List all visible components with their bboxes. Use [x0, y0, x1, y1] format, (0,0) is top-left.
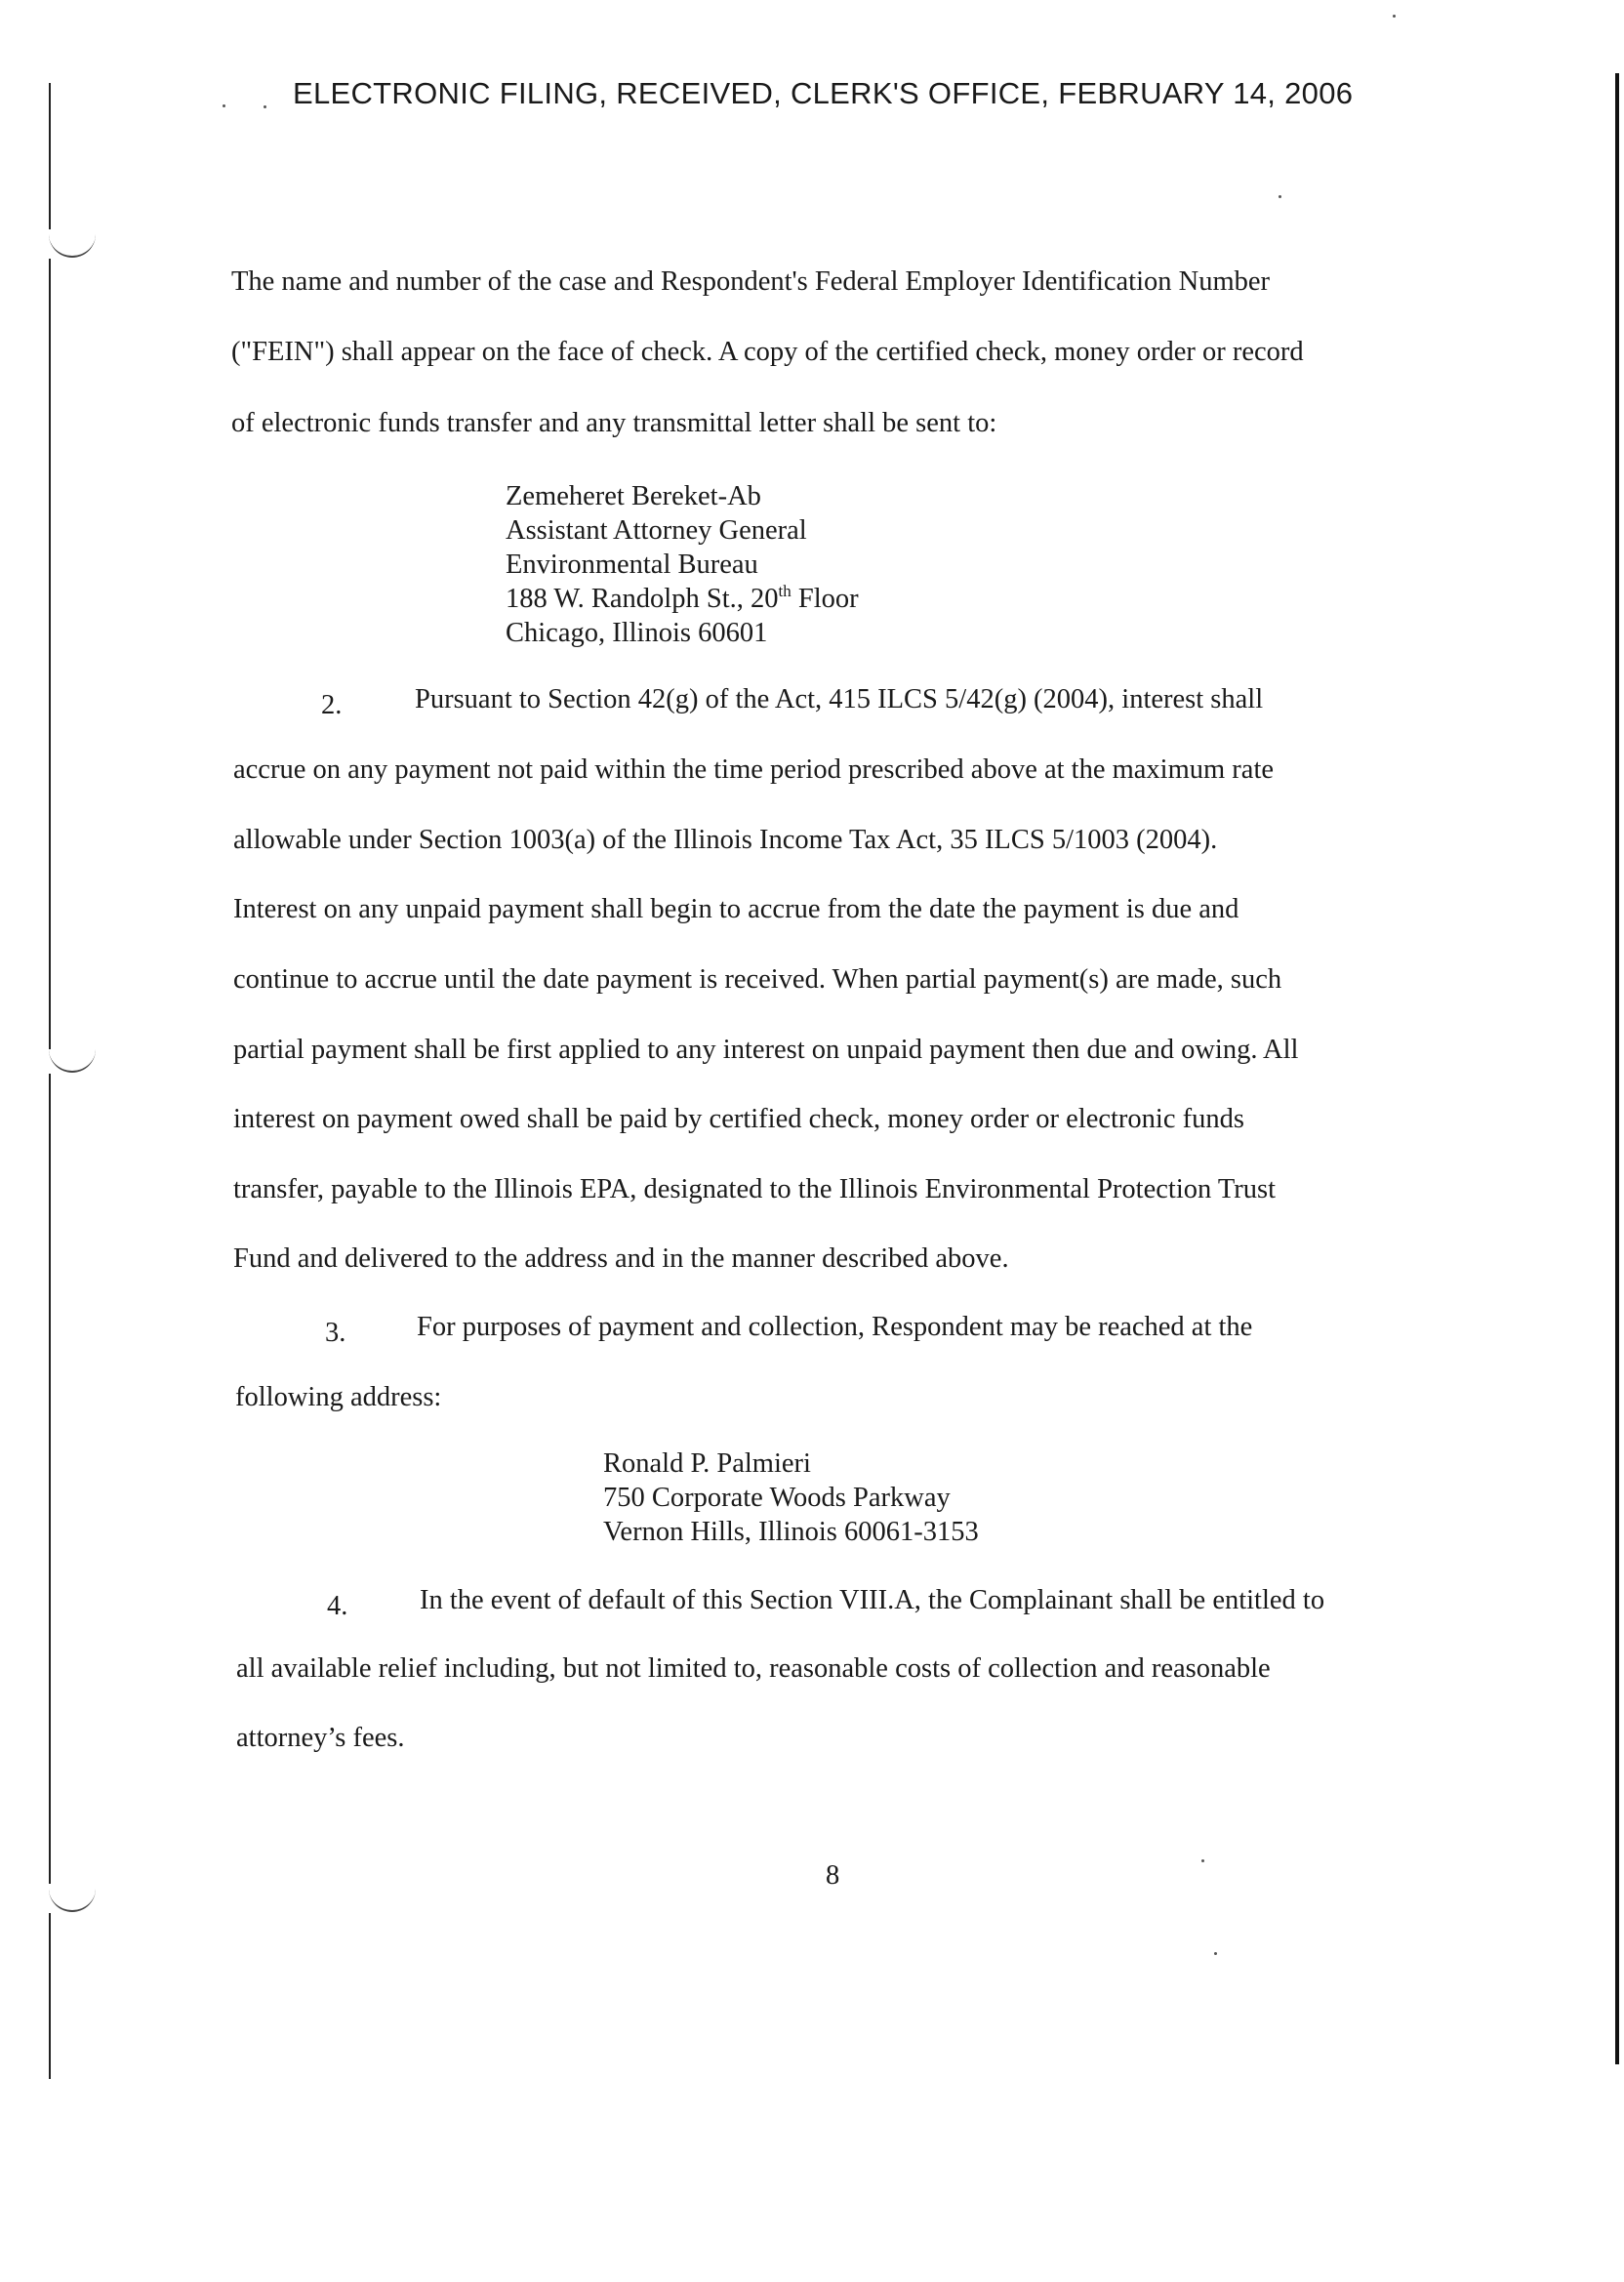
text-line: of electronic funds transfer and any transmittal letter shall be sent to: — [231, 408, 997, 438]
address-name: Ronald P. Palmieri — [603, 1448, 811, 1479]
filing-header: ELECTRONIC FILING, RECEIVED, CLERK'S OFFICE, FEBRUARY 14, 2006 — [293, 76, 1354, 110]
text-line: ("FEIN") shall appear on the face of check. A copy of the certified check, money order or record — [231, 337, 1304, 367]
text-line: transfer, payable to the Illinois EPA, designated to the Illinois Environmental Protection Trust — [233, 1174, 1276, 1204]
scan-speck — [223, 104, 225, 107]
punch-hole-mark — [49, 1889, 96, 1912]
punch-hole-mark — [49, 1049, 96, 1073]
paragraph-number: 4. — [327, 1591, 348, 1621]
scan-speck — [1393, 15, 1396, 18]
text-line: accrue on any payment not paid within the time period prescribed above at the maximum rate — [233, 754, 1275, 785]
text-line: all available relief including, but not limited to, reasonable costs of collection and reasonable — [236, 1653, 1271, 1684]
text-line: continue to accrue until the date payment is received. When partial payment(s) are made, such — [233, 964, 1282, 995]
text-line: interest on payment owed shall be paid by certified check, money order or electronic funds — [233, 1104, 1244, 1134]
scan-edge-mark — [49, 1913, 51, 2079]
scan-edge-mark — [1615, 73, 1619, 2064]
text-line: following address: — [235, 1382, 442, 1412]
text-line: Fund and delivered to the address and in the manner described above. — [233, 1243, 1009, 1274]
respondent-address-block — [603, 1447, 979, 1549]
text-line: partial payment shall be first applied to any interest on unpaid payment then due and owing. All — [233, 1035, 1299, 1065]
address-title: Assistant Attorney General — [506, 515, 807, 546]
text-line: Pursuant to Section 42(g) of the Act, 415 ILCS 5/42(g) (2004), interest shall — [415, 684, 1264, 714]
paragraph-number: 2. — [321, 690, 343, 720]
scan-edge-mark — [49, 83, 51, 229]
text-line: The name and number of the case and Respondent's Federal Employer Identification Number — [231, 266, 1271, 297]
text-line: attorney’s fees. — [236, 1723, 405, 1753]
page-number: 8 — [826, 1860, 840, 1891]
address-bureau: Environmental Bureau — [506, 550, 758, 580]
scan-speck — [1279, 195, 1281, 198]
scan-edge-mark — [49, 1074, 51, 1884]
text-line: Interest on any unpaid payment shall begin to accrue from the date the payment is due and — [233, 894, 1239, 924]
paragraph-number: 3. — [325, 1318, 346, 1348]
address-city: Chicago, Illinois 60601 — [506, 618, 768, 648]
attorney-address-block — [506, 479, 859, 650]
address-city: Vernon Hills, Illinois 60061-3153 — [603, 1517, 979, 1547]
scan-speck — [1201, 1859, 1204, 1862]
address-name: Zemeheret Bereket-Ab — [506, 481, 761, 511]
text-line: allowable under Section 1003(a) of the Illinois Income Tax Act, 35 ILCS 5/1003 (2004). — [233, 825, 1218, 855]
text-line: In the event of default of this Section VIII.A, the Complainant shall be entitled to — [420, 1585, 1325, 1615]
punch-hole-mark — [49, 234, 96, 258]
scan-edge-mark — [49, 259, 51, 1049]
scan-speck — [1214, 1952, 1217, 1955]
scan-speck — [264, 105, 266, 108]
address-street: 750 Corporate Woods Parkway — [603, 1483, 951, 1513]
text-line: For purposes of payment and collection, Respondent may be reached at the — [417, 1312, 1253, 1342]
address-street: 188 W. Randolph St., 20th Floor — [506, 582, 859, 614]
